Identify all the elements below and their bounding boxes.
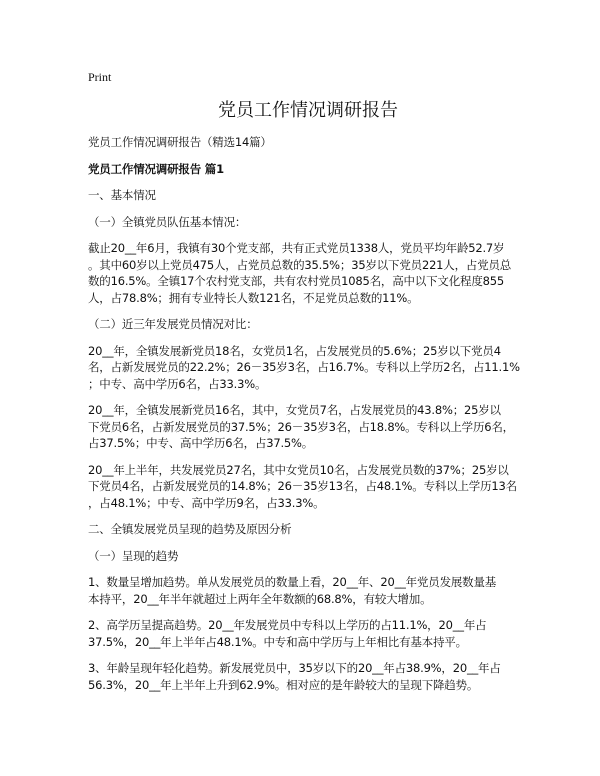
paragraph (88, 402, 528, 452)
paragraph-line: 。其中60岁以上党员475人，占党员总数的35.5%；35岁以下党员221人，占党员总 (88, 257, 512, 272)
paragraph-line: 2、高学历呈提高趋势。20__年发展党员中专科以上学历的占11.1%，20__年占 (88, 618, 487, 632)
print-label[interactable]: Print (88, 70, 112, 84)
paragraph-line: （一）呈现的趋势 (88, 548, 179, 563)
paragraph-line: 56.3%，20__年上半年上升到62.9%。相对应的是年龄较大的呈现下降趋势。 (88, 677, 479, 692)
paragraph-line: 下党员6名，占新发展党员的37.5%；26－35岁3名，占18.8%。专科以上学历6名， (88, 419, 514, 434)
document-title: 党员工作情况调研报告 (218, 100, 398, 121)
paragraph (88, 548, 528, 565)
document-subtitle: 党员工作情况调研报告（精选14篇） (88, 135, 272, 149)
paragraph-line: 下党员4名，占新发展党员的14.8%；26－35岁13名，占48.1%。专科以上学历13名 (88, 479, 517, 493)
paragraph-line: 3、年龄呈现年轻化趋势。新发展党员中，35岁以下的20__年占38.9%，20__年占 (88, 661, 501, 675)
section-heading: 党员工作情况调研报告 篇1 (88, 161, 224, 176)
paragraph-line: 二、全镇发展党员呈现的趋势及原因分析 (88, 522, 292, 536)
paragraph-line: 20__年，全镇发展新党员16名，其中，女党员7名，占发展党员的43.8%；25岁以 (88, 403, 501, 417)
paragraph (88, 617, 528, 650)
document-body (88, 187, 528, 693)
paragraph (88, 462, 528, 512)
paragraph-line: （一）全镇党员队伍基本情况： (88, 214, 247, 229)
paragraph (88, 660, 528, 693)
paragraph (88, 343, 528, 393)
paragraph-line: 截止20__年6月，我镇有30个党支部，共有正式党员1338人，党员平均年龄52.7岁 (88, 241, 505, 255)
paragraph (88, 316, 528, 333)
paragraph-line: 人，占78.8%；拥有专业特长人数121名，不足党员总数的11%。 (88, 290, 419, 305)
paragraph-line: 一、基本情况 (88, 188, 156, 202)
paragraph-line: 名，占新发展党员的22.2%；26－35岁3名，占16.7%。专科以上学历2名，占11.1% (88, 360, 520, 374)
paragraph-line: 1、数量呈增加趋势。单从发展党员的数量上看，20__年、20__年党员发展数量基 (88, 575, 497, 589)
paragraph-line: （二）近三年发展党员情况对比： (88, 317, 258, 331)
paragraph (88, 574, 528, 607)
paragraph-line: 20__年上半年，共发展党员27名，其中女党员10名，占发展党员数的37%；25岁以 (88, 462, 509, 477)
paragraph-line: ，占48.1%；中专、高中学历9名，占33.3%。 (88, 495, 325, 510)
paragraph (88, 240, 528, 306)
paragraph-line: 占37.5%；中专、高中学历6名，占37.5%。 (88, 436, 314, 450)
document-page (88, 70, 528, 703)
paragraph (88, 187, 528, 204)
paragraph (88, 521, 528, 538)
paragraph-line: 37.5%，20__年上半年占48.1%。中专和高中学历与上年相比有基本持平。 (88, 634, 467, 649)
paragraph-line: ；中专、高中学历6名，占33.3%。 (88, 376, 267, 391)
paragraph (88, 214, 528, 231)
paragraph-line: 数的16.5%。全镇17个农村党支部，共有农村党员1085名，高中以下文化程度855 (88, 274, 504, 288)
paragraph-line: 本持平，20__年半年就超过上两年全年数额的68.8%，有较大增加。 (88, 591, 432, 606)
paragraph-line: 20__年，全镇发展新党员18名，女党员1名，占发展党员的5.6%；25岁以下党员4 (88, 343, 501, 358)
